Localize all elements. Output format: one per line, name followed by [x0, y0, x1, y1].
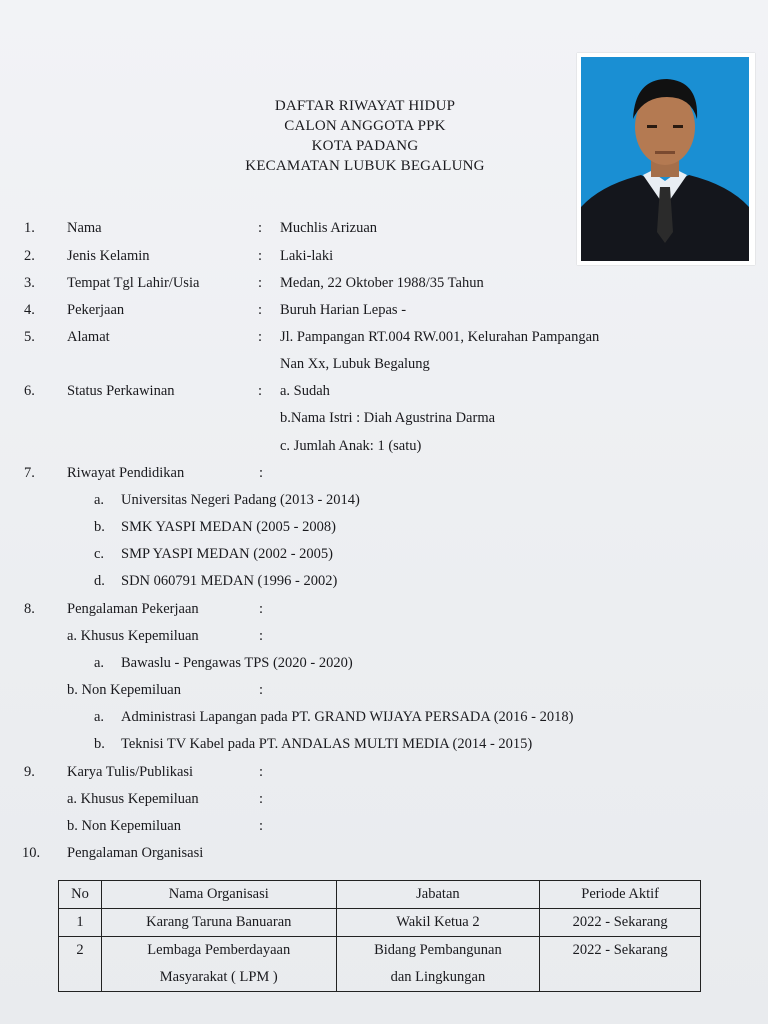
table-cell: 2	[59, 937, 102, 992]
table-cell: Lembaga Pemberdayaan Masyarakat ( LPM )	[101, 937, 336, 992]
cv-document: DAFTAR RIWAYAT HIDUP CALON ANGGOTA PPK KOTA PADANG KECAMATAN LUBUK BEGALUNG 1. Nama : Muchlis Arizuan 2. Jenis Kelamin : Laki-laki 3. Tempat Tgl Lahir/Usia : Medan, 22 Oktober 1988/35 Tahun 4. Pekerjaan : Buruh Harian Lepas - 5. Alamat : Jl. Pampangan RT.004 RW.001, Kelurahan Pampangan Nan Xx, Lubuk Begalung 6. Status Perkawinan : a. Sudah b.Nama Istri : Diah Agustrina Darma c. Jumlah Anak: 1 (satu) 7. Riwayat Pendidikan : a. Universitas Negeri Padang (2013 - 2014) b. SMK YASPI MEDAN (2005 - 2008) c. SMP YASPI MEDAN (2002 - 2005) d. SDN 060791 MEDAN (1996 - 2002) 8. Pengalaman Pekerjaan : a. Khusus Kepemiluan : a. Bawaslu - Pengawas TPS (2020 - 2020) b. Non Kepemiluan : a. Administrasi Lapangan pada PT. GRAND WIJAYA PERSADA (2016 - 2018) b. Teknisi TV Kabel pada PT. ANDALAS MULTI MEDIA (2014 - 2015) 9. Karya Tulis/Publikasi : a. Khusus Kepemiluan : b. Non Kepemiluan : 10. Pengalaman Organisasi No Nama Organisasi Jabatan Periode Aktif 1 Karang Taruna Banuaran Wakil Ketua 2 2022 - Sekarang 2 Lembaga Pemberdayaan Masyarakat ( LPM ) Bidang Pembangunan dan Lingkungan 2022 - Sekarang	[0, 0, 768, 1024]
profile-photo	[577, 53, 755, 265]
table-cell: 2022 - Sekarang	[540, 937, 701, 992]
table-row	[59, 937, 701, 992]
photo-image	[581, 57, 749, 261]
table-cell: 2022 - Sekarang	[540, 909, 701, 937]
table-cell: Bidang Pembangunan dan Lingkungan	[336, 937, 540, 992]
organization-table	[58, 880, 701, 992]
title-line-2: CALON ANGGOTA PPK	[284, 118, 446, 134]
column-header: No	[59, 881, 102, 909]
table-row	[59, 909, 701, 937]
document-header	[180, 96, 550, 176]
table-cell: Wakil Ketua 2	[336, 909, 540, 937]
table-header-row	[59, 881, 701, 909]
table-cell: Karang Taruna Banuaran	[101, 909, 336, 937]
title-line-3: KOTA PADANG	[311, 138, 419, 154]
name-value: Muchlis Arizuan	[280, 220, 378, 236]
title-line-1: DAFTAR RIWAYAT HIDUP	[274, 98, 456, 114]
column-header: Jabatan	[336, 881, 540, 909]
column-header: Periode Aktif	[540, 881, 701, 909]
column-header: Nama Organisasi	[101, 881, 336, 909]
table-cell: 1	[59, 909, 102, 937]
title-line-4: KECAMATAN LUBUK BEGALUNG	[245, 158, 485, 174]
